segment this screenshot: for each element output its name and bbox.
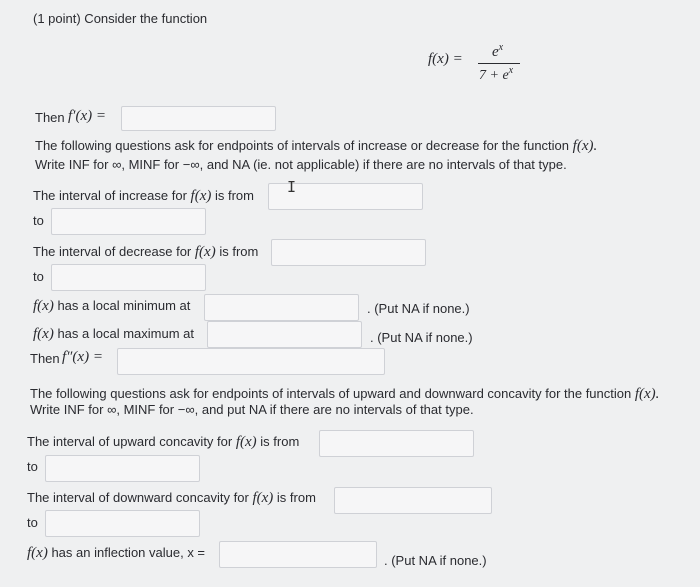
instructions1-na-label: , and NA (ie. not applicable) if there are no intervals of that type. (199, 157, 567, 172)
concave-down-from-input[interactable] (334, 487, 492, 514)
second-derivative-input[interactable] (117, 348, 385, 375)
decrease-text-b: is from (219, 244, 259, 259)
neg-infinity-symbol-2: −∞ (177, 402, 195, 417)
decrease-text-a: The interval of decrease for (33, 244, 192, 259)
inflection-note: . (Put NA if none.) (384, 553, 487, 568)
increase-text-b: is from (214, 188, 254, 203)
increase-to-label: to (33, 213, 44, 228)
increase-math: f(x) (190, 188, 212, 204)
denominator-base: 7 + e (479, 68, 509, 83)
concave-down-label (27, 491, 316, 506)
instructions2-na-label: , and put NA if there are no intervals of that type. (194, 402, 474, 417)
inflection-math: f(x) (27, 545, 48, 561)
concave-down-to-input[interactable] (45, 510, 200, 537)
decrease-from-input[interactable] (271, 239, 426, 266)
decrease-math: f(x) (194, 244, 216, 260)
infinity-symbol: ∞ (112, 157, 122, 172)
function-lhs: f(x) = (428, 51, 463, 67)
local-max-note: . (Put NA if none.) (370, 330, 473, 345)
concave-up-to-input[interactable] (45, 455, 200, 482)
fraction-denominator (479, 66, 513, 83)
concave-down-text-a: The interval of downward concavity for (27, 490, 249, 505)
concave-down-math: f(x) (252, 490, 274, 506)
concave-down-to-label: to (27, 515, 38, 530)
concave-down-text-b: is from (276, 490, 316, 505)
concave-up-math: f(x) (235, 434, 257, 450)
instructions1-math: f(x). (572, 138, 598, 154)
local-min-note: . (Put NA if none.) (367, 301, 470, 316)
infinity-symbol-2: ∞ (107, 402, 117, 417)
instructions2-minf-label: , MINF for (116, 402, 175, 417)
local-max-math: f(x) (33, 326, 54, 342)
instructions1-inf-label: Write INF for (35, 157, 109, 172)
fraction-numerator (492, 43, 503, 60)
instructions1-minf-label: , MINF for (121, 157, 180, 172)
instructions2-line2 (30, 403, 474, 416)
local-min-math: f(x) (33, 298, 54, 314)
increase-label (33, 189, 254, 204)
concave-up-label (27, 435, 299, 450)
local-max-input[interactable] (207, 321, 362, 348)
neg-infinity-symbol: −∞ (182, 157, 200, 172)
instructions1-text: The following questions ask for endpoints of intervals of increase or decrease for the function (35, 138, 570, 153)
local-min-text: has a local minimum at (57, 298, 191, 313)
instructions2-inf-label: Write INF for (30, 402, 104, 417)
instructions2-math: f(x). (634, 386, 660, 402)
concave-up-text-b: is from (260, 434, 300, 449)
second-derivative-label: f″(x) = (62, 349, 103, 365)
text-cursor-icon: I (287, 178, 297, 196)
fraction-bar (478, 63, 520, 64)
problem-header: (1 point) Consider the function (33, 11, 208, 26)
instructions2-line1 (30, 387, 659, 402)
instructions2-text: The following questions ask for endpoints of intervals of upward and downward concavity for the function (30, 386, 632, 401)
concave-up-from-input[interactable] (319, 430, 474, 457)
inflection-text: has an inflection value, x = (51, 545, 206, 560)
decrease-to-label: to (33, 269, 44, 284)
denominator-exponent: x (508, 65, 514, 76)
numerator-exponent: x (498, 42, 504, 53)
instructions1-line2 (35, 158, 567, 171)
inflection-input[interactable] (219, 541, 377, 568)
derivative-label: f′(x) = (68, 108, 106, 124)
local-min-label (33, 299, 190, 314)
derivative-then: Then (35, 110, 65, 125)
inflection-label (27, 546, 205, 561)
derivative-input[interactable] (121, 106, 276, 131)
local-max-label (33, 327, 194, 342)
instructions1-line1 (35, 139, 597, 154)
second-derivative-then: Then (30, 351, 60, 366)
decrease-to-input[interactable] (51, 264, 206, 291)
local-max-text: has a local maximum at (57, 326, 195, 341)
concave-up-text-a: The interval of upward concavity for (27, 434, 233, 449)
increase-to-input[interactable] (51, 208, 206, 235)
increase-text-a: The interval of increase for (33, 188, 187, 203)
numerator-base: e (492, 44, 499, 60)
local-min-input[interactable] (204, 294, 359, 321)
decrease-label (33, 245, 258, 260)
concave-up-to-label: to (27, 459, 38, 474)
